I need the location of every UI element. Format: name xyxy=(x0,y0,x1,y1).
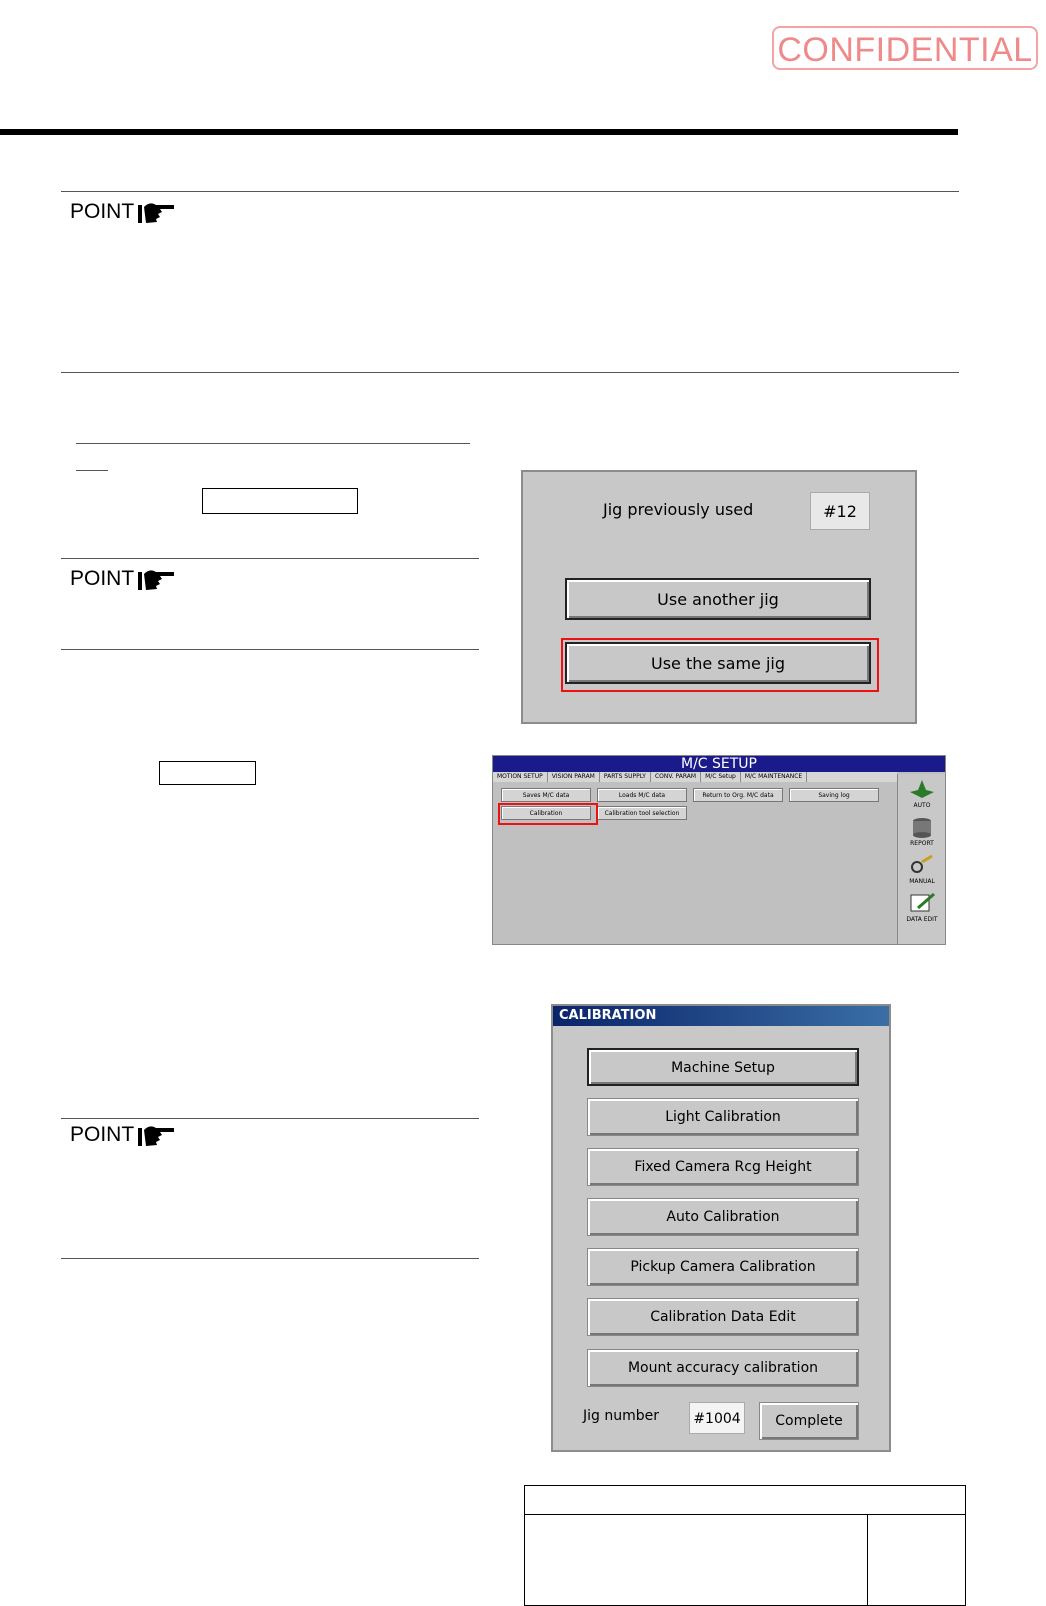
jig-previous-label: Jig previously used xyxy=(603,500,754,519)
mc-setup-tabs xyxy=(493,772,897,782)
side-report-label: REPORT xyxy=(910,840,934,847)
blank-field-box xyxy=(202,488,358,514)
use-another-jig-button[interactable]: Use another jig xyxy=(565,578,871,620)
light-calibration-button[interactable]: Light Calibration xyxy=(587,1098,859,1136)
side-data-edit-label: DATA EDIT xyxy=(906,916,938,923)
saving-log-button[interactable]: Saving log xyxy=(789,788,879,802)
side-data-edit[interactable] xyxy=(902,892,942,928)
tab-parts-supply[interactable]: PARTS SUPPLY xyxy=(600,772,651,782)
data-edit-icon xyxy=(908,892,936,914)
mc-setup-screen xyxy=(492,755,946,945)
point-2-heading xyxy=(70,566,176,592)
use-same-jig-button[interactable]: Use the same jig xyxy=(565,642,871,684)
point-3-heading xyxy=(70,1122,176,1148)
calibration-tool-selection-button[interactable]: Calibration tool selection xyxy=(597,806,687,820)
pickup-camera-calibration-button[interactable]: Pickup Camera Calibration xyxy=(587,1248,859,1286)
saves-mc-data-button[interactable]: Saves M/C data xyxy=(501,788,591,802)
tab-mc-maintenance[interactable]: M/C MAINTENANCE xyxy=(741,772,807,782)
header-rule xyxy=(0,129,958,135)
point-2-top-rule xyxy=(61,558,479,559)
point-3-label: POINT xyxy=(70,1123,135,1146)
highlight-box xyxy=(561,638,879,692)
side-menu xyxy=(897,774,946,945)
report-icon xyxy=(908,816,936,838)
side-manual-label: MANUAL xyxy=(909,878,935,885)
point-3-bottom-rule xyxy=(61,1258,479,1259)
calibration-dialog xyxy=(551,1004,891,1452)
point-1-label: POINT xyxy=(70,200,135,223)
side-report[interactable] xyxy=(902,816,942,852)
pointing-hand-icon xyxy=(136,199,176,225)
calibration-data-edit-button[interactable]: Calibration Data Edit xyxy=(587,1298,859,1336)
blank-field-box-2 xyxy=(159,761,256,785)
confidential-stamp: CONFIDENTIAL xyxy=(772,26,1038,70)
fixed-camera-rcg-height-button[interactable]: Fixed Camera Rcg Height xyxy=(587,1148,859,1186)
machine-setup-button[interactable]: Machine Setup xyxy=(587,1048,859,1086)
bottom-table xyxy=(524,1485,966,1606)
tab-vision-param[interactable]: VISION PARAM xyxy=(548,772,600,782)
mc-setup-title-bar xyxy=(493,756,945,772)
mc-setup-title: M/C SETUP xyxy=(681,756,757,772)
jig-number-value: #1004 xyxy=(689,1402,745,1434)
point-2-label: POINT xyxy=(70,567,135,590)
jig-previous-value: #12 xyxy=(810,492,870,530)
point-1-heading xyxy=(70,199,176,225)
jig-dialog xyxy=(521,470,917,724)
jig-number-label: Jig number xyxy=(583,1408,659,1424)
pointing-hand-icon xyxy=(136,1122,176,1148)
tab-mc-setup[interactable]: M/C Setup xyxy=(701,772,741,782)
point-1-top-rule xyxy=(61,191,959,192)
tab-motion-setup[interactable]: MOTION SETUP xyxy=(493,772,548,782)
text-underline xyxy=(76,443,470,444)
point-2-bottom-rule xyxy=(61,649,479,650)
auto-calibration-button[interactable]: Auto Calibration xyxy=(587,1198,859,1236)
complete-button[interactable]: Complete xyxy=(759,1402,859,1440)
pointing-hand-icon xyxy=(136,566,176,592)
calibration-title: CALIBRATION xyxy=(553,1006,889,1026)
side-auto[interactable] xyxy=(902,778,942,814)
tab-conv-param[interactable]: CONV. PARAM xyxy=(651,772,701,782)
calibration-button[interactable]: Calibration xyxy=(501,806,591,820)
side-auto-label: AUTO xyxy=(913,802,931,809)
calibration-highlight xyxy=(498,803,598,825)
table-header-rule xyxy=(525,1514,965,1515)
mount-accuracy-calibration-button[interactable]: Mount accuracy calibration xyxy=(587,1349,859,1387)
point-1-bottom-rule xyxy=(61,372,959,373)
loads-mc-data-button[interactable]: Loads M/C data xyxy=(597,788,687,802)
side-manual[interactable] xyxy=(902,854,942,890)
point-3-top-rule xyxy=(61,1118,479,1119)
manual-icon xyxy=(908,854,936,876)
return-org-mc-data-button[interactable]: Return to Org. M/C data xyxy=(693,788,783,802)
table-column-divider xyxy=(867,1514,868,1606)
auto-icon xyxy=(908,778,936,800)
text-underline-short xyxy=(76,470,108,471)
